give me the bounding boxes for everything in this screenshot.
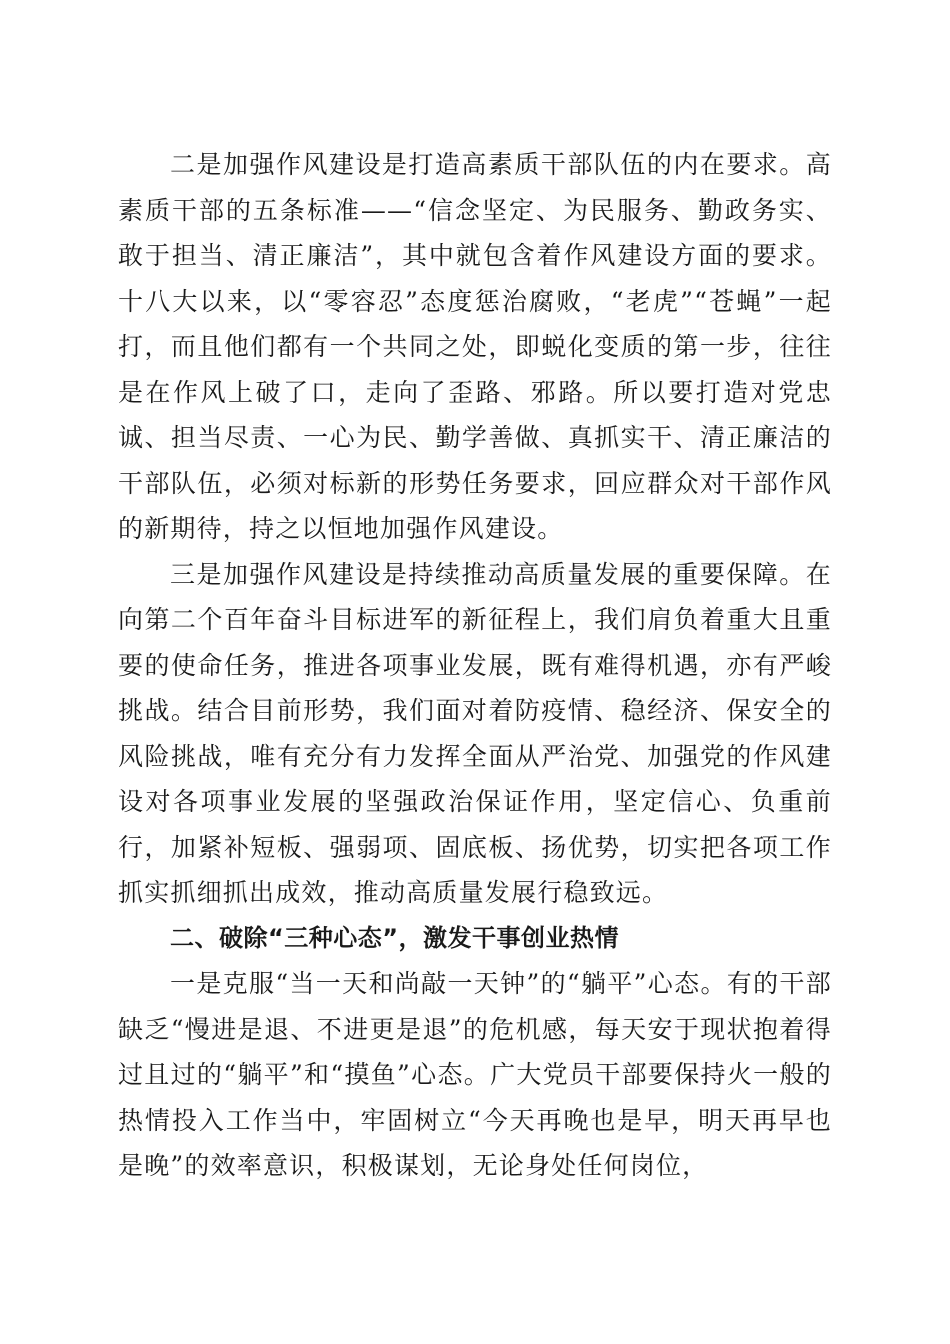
section-heading: 二、破除“三种心态”，激发干事创业热情 bbox=[170, 923, 620, 952]
paragraph-high-quality-development: 三是加强作风建设是持续推动高质量发展的重要保障。在向第二个百年奋斗目标进军的新征程上，我们肩负着重大且重要的使命任务，推进各项事业发展，既有难得机遇，亦有严峻挑战。结合目前形势，我们面对着防疫情、稳经济、保安全的风险挑战，唯有充分有力发挥全面从严治党、加强党的作风建设对各项事业发展的坚强政治保证作用，坚定信心、负重前行，加紧补短板、强弱项、固底板、扬优势，切实把各项工作抓实抓细抓出成效，推动高质量发展行稳致远。 bbox=[118, 559, 832, 907]
paragraph-cadre-quality: 二是加强作风建设是打造高素质干部队伍的内在要求。高素质干部的五条标准——“信念坚定、为民服务、勤政务实、敢于担当、清正廉洁”，其中就包含着作风建设方面的要求。十八大以来，以“零容忍”态度惩治腐败，“老虎”“苍蝇”一起打，而且他们都有一个共同之处，即蜕化变质的第一步，往往是在作风上破了口，走向了歪路、邪路。所以要打造对党忠诚、担当尽责、一心为民、勤学善做、真抓实干、清正廉洁的干部队伍，必须对标新的形势任务要求，回应群众对干部作风的新期待，持之以恒地加强作风建设。 bbox=[118, 150, 832, 543]
document-body bbox=[118, 142, 832, 1189]
paragraph-overcome-lying-flat: 一是克服“当一天和尚敲一天钟”的“躺平”心态。有的干部缺乏“慢进是退、不进更是退”的危机感，每天安于现状抱着得过且过的“躺平”和“摸鱼”心态。广大党员干部要保持火一般的热情投入工作当中，牢固树立“今天再晚也是早，明天再早也是晚”的效率意识，积极谋划，无论身处任何岗位， bbox=[118, 969, 832, 1180]
